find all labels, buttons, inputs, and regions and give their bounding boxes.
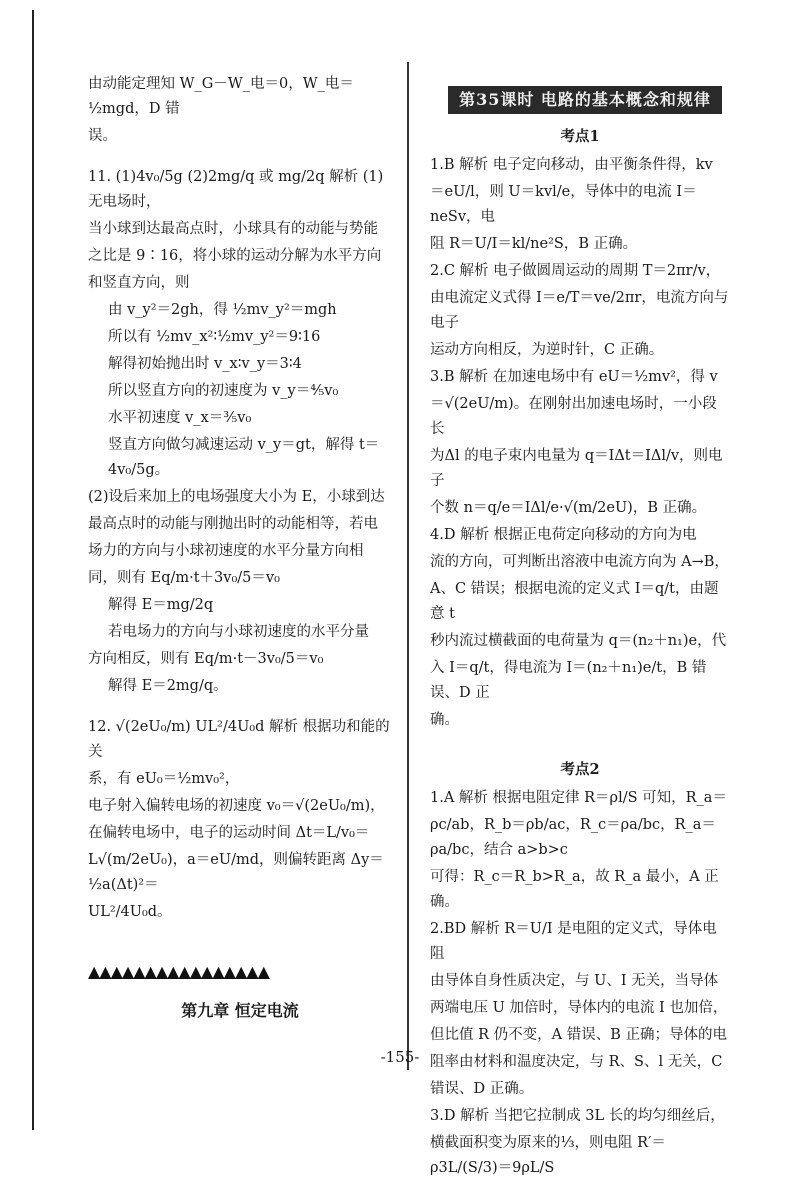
binding-edge-line bbox=[32, 10, 34, 1130]
text-line: 和竖直方向，则 bbox=[88, 275, 190, 291]
text-line: 确。 bbox=[430, 712, 459, 728]
triangle-divider: ▲▲▲▲▲▲▲▲▲▲▲▲▲▲▲▲ bbox=[88, 962, 269, 981]
text-line: 水平初速度 v_x＝⅗v₀ bbox=[108, 410, 252, 426]
text-line: 两端电压 U 加倍时，导体内的电流 I 也加倍， bbox=[430, 1000, 728, 1016]
right-column bbox=[430, 72, 730, 1183]
text-line: 若电场力的方向与小球初速度的水平分量 bbox=[108, 624, 369, 640]
chapter-title: 第九章 恒定电流 bbox=[181, 1001, 299, 1020]
text-line: 横截面积变为原来的⅓，则电阻 R′＝ρ3L/(S/3)＝9ρL/S bbox=[430, 1135, 666, 1176]
text-line: 同，则有 Eq/m·t＋3v₀/5＝v₀ bbox=[88, 570, 280, 586]
page-number: -155- bbox=[380, 1048, 420, 1066]
text-line: 流的方向，可判断出溶液中电流方向为 A→B， bbox=[430, 554, 729, 570]
text-line: 误。 bbox=[88, 128, 117, 144]
text-line: 解得 E＝mg/2q bbox=[108, 597, 214, 613]
text-line: 运动方向相反，为逆时针，C 正确。 bbox=[430, 342, 664, 358]
text-line: 阻率由材料和温度决定，与 R、S、l 无关，C bbox=[430, 1054, 723, 1070]
text-line: 由电流定义式得 I＝e/T＝ve/2πr，电流方向与电子 bbox=[430, 290, 729, 331]
text-line: 3.B 解析 在加速电场中有 eU＝½mv²，得 v bbox=[430, 369, 718, 385]
text-line: 之比是 9∶16，将小球的运动分解为水平方向 bbox=[88, 248, 382, 264]
text-line: UL²/4U₀d。 bbox=[88, 904, 172, 920]
text-line: 个数 n＝q/e＝IΔl/e·√(m/2eU)，B 正确。 bbox=[430, 500, 707, 516]
text-line: A、C 错误；根据电流的定义式 I＝q/t，由题意 t bbox=[430, 581, 719, 622]
text-line: 由动能定理知 W_G－W_电＝0，W_电＝½mgd，D 错 bbox=[88, 76, 354, 117]
text-line: 解得初始抛出时 v_x∶v_y＝3∶4 bbox=[108, 356, 302, 372]
text-line: 为Δl 的电子束内电量为 q＝IΔt＝IΔl/v，则电子 bbox=[430, 448, 723, 489]
text-line: 方向相反，则有 Eq/m·t－3v₀/5＝v₀ bbox=[88, 651, 324, 667]
text-line: 竖直方向做匀减速运动 v_y＝gt，解得 t＝4v₀/5g。 bbox=[108, 437, 380, 478]
text-line: 最高点时的动能与刚抛出时的动能相等，若电 bbox=[88, 516, 378, 532]
text-line: 秒内流过横截面的电荷量为 q＝(n₂＋n₁)e，代 bbox=[430, 633, 727, 649]
text-line: ＝√(2eU/m)。在刚射出加速电场时，一小段长 bbox=[430, 396, 717, 437]
section-heading-1: 考点1 bbox=[560, 128, 600, 145]
text-line: L√(m/2eU₀)，a＝eU/md，则偏转距离 Δy＝½a(Δt)²＝ bbox=[88, 852, 384, 893]
text-line: 2.C 解析 电子做圆周运动的周期 T＝2πr/v， bbox=[430, 263, 721, 279]
text-line: 当小球到达最高点时，小球具有的动能与势能 bbox=[88, 221, 378, 237]
text-line: 1.B 解析 电子定向移动，由平衡条件得，kv bbox=[430, 157, 713, 173]
column-divider bbox=[407, 62, 409, 1070]
text-line: 系，有 eU₀＝½mv₀²， bbox=[88, 771, 240, 787]
text-line: 场力的方向与小球初速度的水平分量方向相 bbox=[88, 543, 364, 559]
text-line: 入 I＝q/t，得电流为 I＝(n₂＋n₁)e/t，B 错误、D 正 bbox=[430, 660, 707, 701]
text-line: (2)设后来加上的电场强度大小为 E，小球到达 bbox=[88, 489, 385, 505]
text-line: 3.D 解析 当把它拉制成 3L 长的均匀细丝后， bbox=[430, 1108, 725, 1124]
section-heading-2: 考点2 bbox=[560, 761, 600, 778]
text-line: 由 v_y²＝2gh，得 ½mv_y²＝mgh bbox=[108, 302, 337, 318]
text-line: 可得：R_c＝R_b>R_a，故 R_a 最小，A 正确。 bbox=[430, 869, 719, 910]
answer-12-header: 12. √(2eU₀/m) UL²/4U₀d 解析 根据功和能的关 bbox=[88, 719, 390, 760]
text-line: 1.A 解析 根据电阻定律 R＝ρl/S 可知，R_a＝ bbox=[430, 790, 727, 806]
text-line: ＝eU/l，则 U＝kvl/e，导体中的电流 I＝neSv，电 bbox=[430, 184, 697, 225]
text-line: 错误、D 正确。 bbox=[430, 1081, 534, 1097]
text-line: 电子射入偏转电场的初速度 v₀＝√(2eU₀/m)， bbox=[88, 798, 385, 814]
text-line: ρc/ab，R_b＝ρb/ac，R_c＝ρa/bc，R_a＝ρa/bc，结合 a>b>c bbox=[430, 817, 716, 858]
text-line: 4.D 解析 根据正电荷定向移动的方向为电 bbox=[430, 527, 697, 543]
text-line: 所以有 ½mv_x²∶½mv_y²＝9∶16 bbox=[108, 329, 321, 345]
text-line: 所以竖直方向的初速度为 v_y＝⅘v₀ bbox=[108, 383, 339, 399]
text-line: 2.BD 解析 R＝U/I 是电阻的定义式，导体电阻 bbox=[430, 921, 717, 962]
left-column bbox=[88, 72, 392, 1023]
text-line: 在偏转电场中，电子的运动时间 Δt＝L/v₀＝ bbox=[88, 825, 370, 841]
text-line: 由导体自身性质决定，与 U、I 无关，当导体 bbox=[430, 973, 719, 989]
text-line: 解得 E＝2mg/q。 bbox=[108, 678, 228, 694]
text-line: 阻 R＝U/I＝kl/ne²S，B 正确。 bbox=[430, 236, 638, 252]
answer-11-header: 11. (1)4v₀/5g (2)2mg/q 或 mg/2q 解析 (1)无电场时， bbox=[88, 169, 384, 210]
lesson-title: 第35课时 电路的基本概念和规律 bbox=[448, 86, 722, 114]
text-line: 但比值 R 仍不变，A 错误、B 正确；导体的电 bbox=[430, 1027, 727, 1043]
